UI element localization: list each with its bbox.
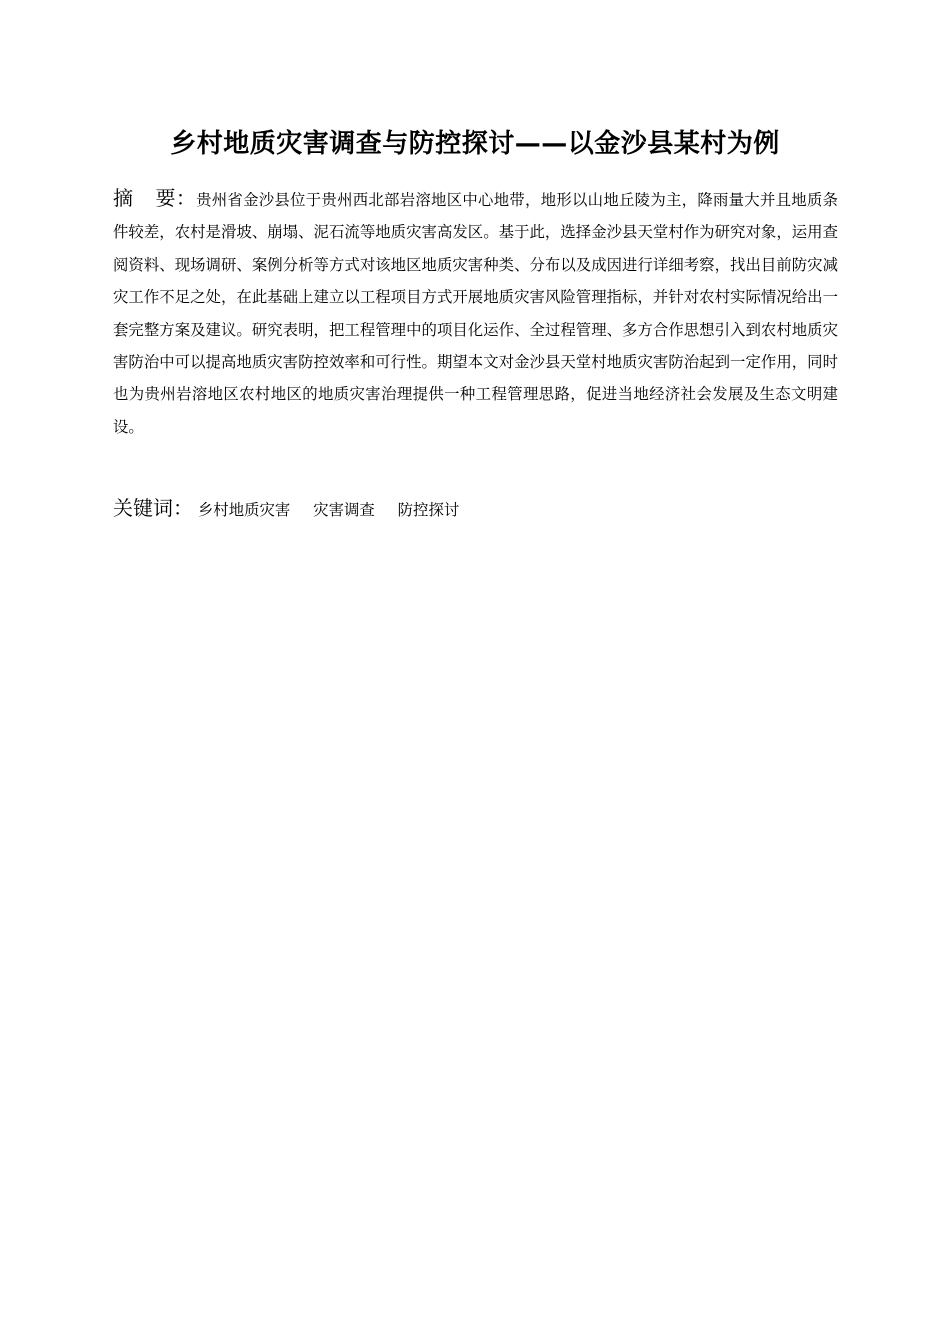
document-title: 乡村地质灾害调查与防控探讨——以金沙县某村为例 bbox=[170, 129, 780, 159]
keywords-label: 关键词： bbox=[113, 496, 193, 520]
keyword-item: 灾害调查 bbox=[313, 501, 375, 519]
keyword-item: 防控探讨 bbox=[397, 501, 460, 519]
keyword-item: 乡村地质灾害 bbox=[197, 501, 291, 519]
abstract-label-part1: 摘 bbox=[113, 186, 134, 210]
abstract-label bbox=[113, 186, 196, 210]
keywords-line bbox=[113, 492, 838, 526]
abstract-text: 贵州省金沙县位于贵州西北部岩溶地区中心地带，地形以山地丘陵为主，降雨量大并且地质条件较差，农村是滑坡、崩塌、泥石流等地质灾害高发区。基于此，选择金沙县天堂村作为研究对象，运用查阅资料、现场调研、案例分析等方式对该地区地质灾害种类、分布以及成因进行详细考察，找出目前防灾减灾工作不足之处，在此基础上建立以工程项目方式开展地质灾害风险管理指标，并针对农村实际情况给出一套完整方案及建议。研究表明，把工程管理中的项目化运作、全过程管理、多方合作思想引入到农村地质灾害防治中可以提高地质灾害防控效率和可行性。期望本文对金沙县天堂村地质灾害防治起到一定作用，同时也为贵州岩溶地区农村地区的地质灾害治理提供一种工程管理思路，促进当地经济社会发展及生态文明建设。 bbox=[113, 191, 839, 436]
abstract-paragraph bbox=[113, 182, 838, 443]
abstract-label-part2: 要： bbox=[155, 186, 197, 210]
